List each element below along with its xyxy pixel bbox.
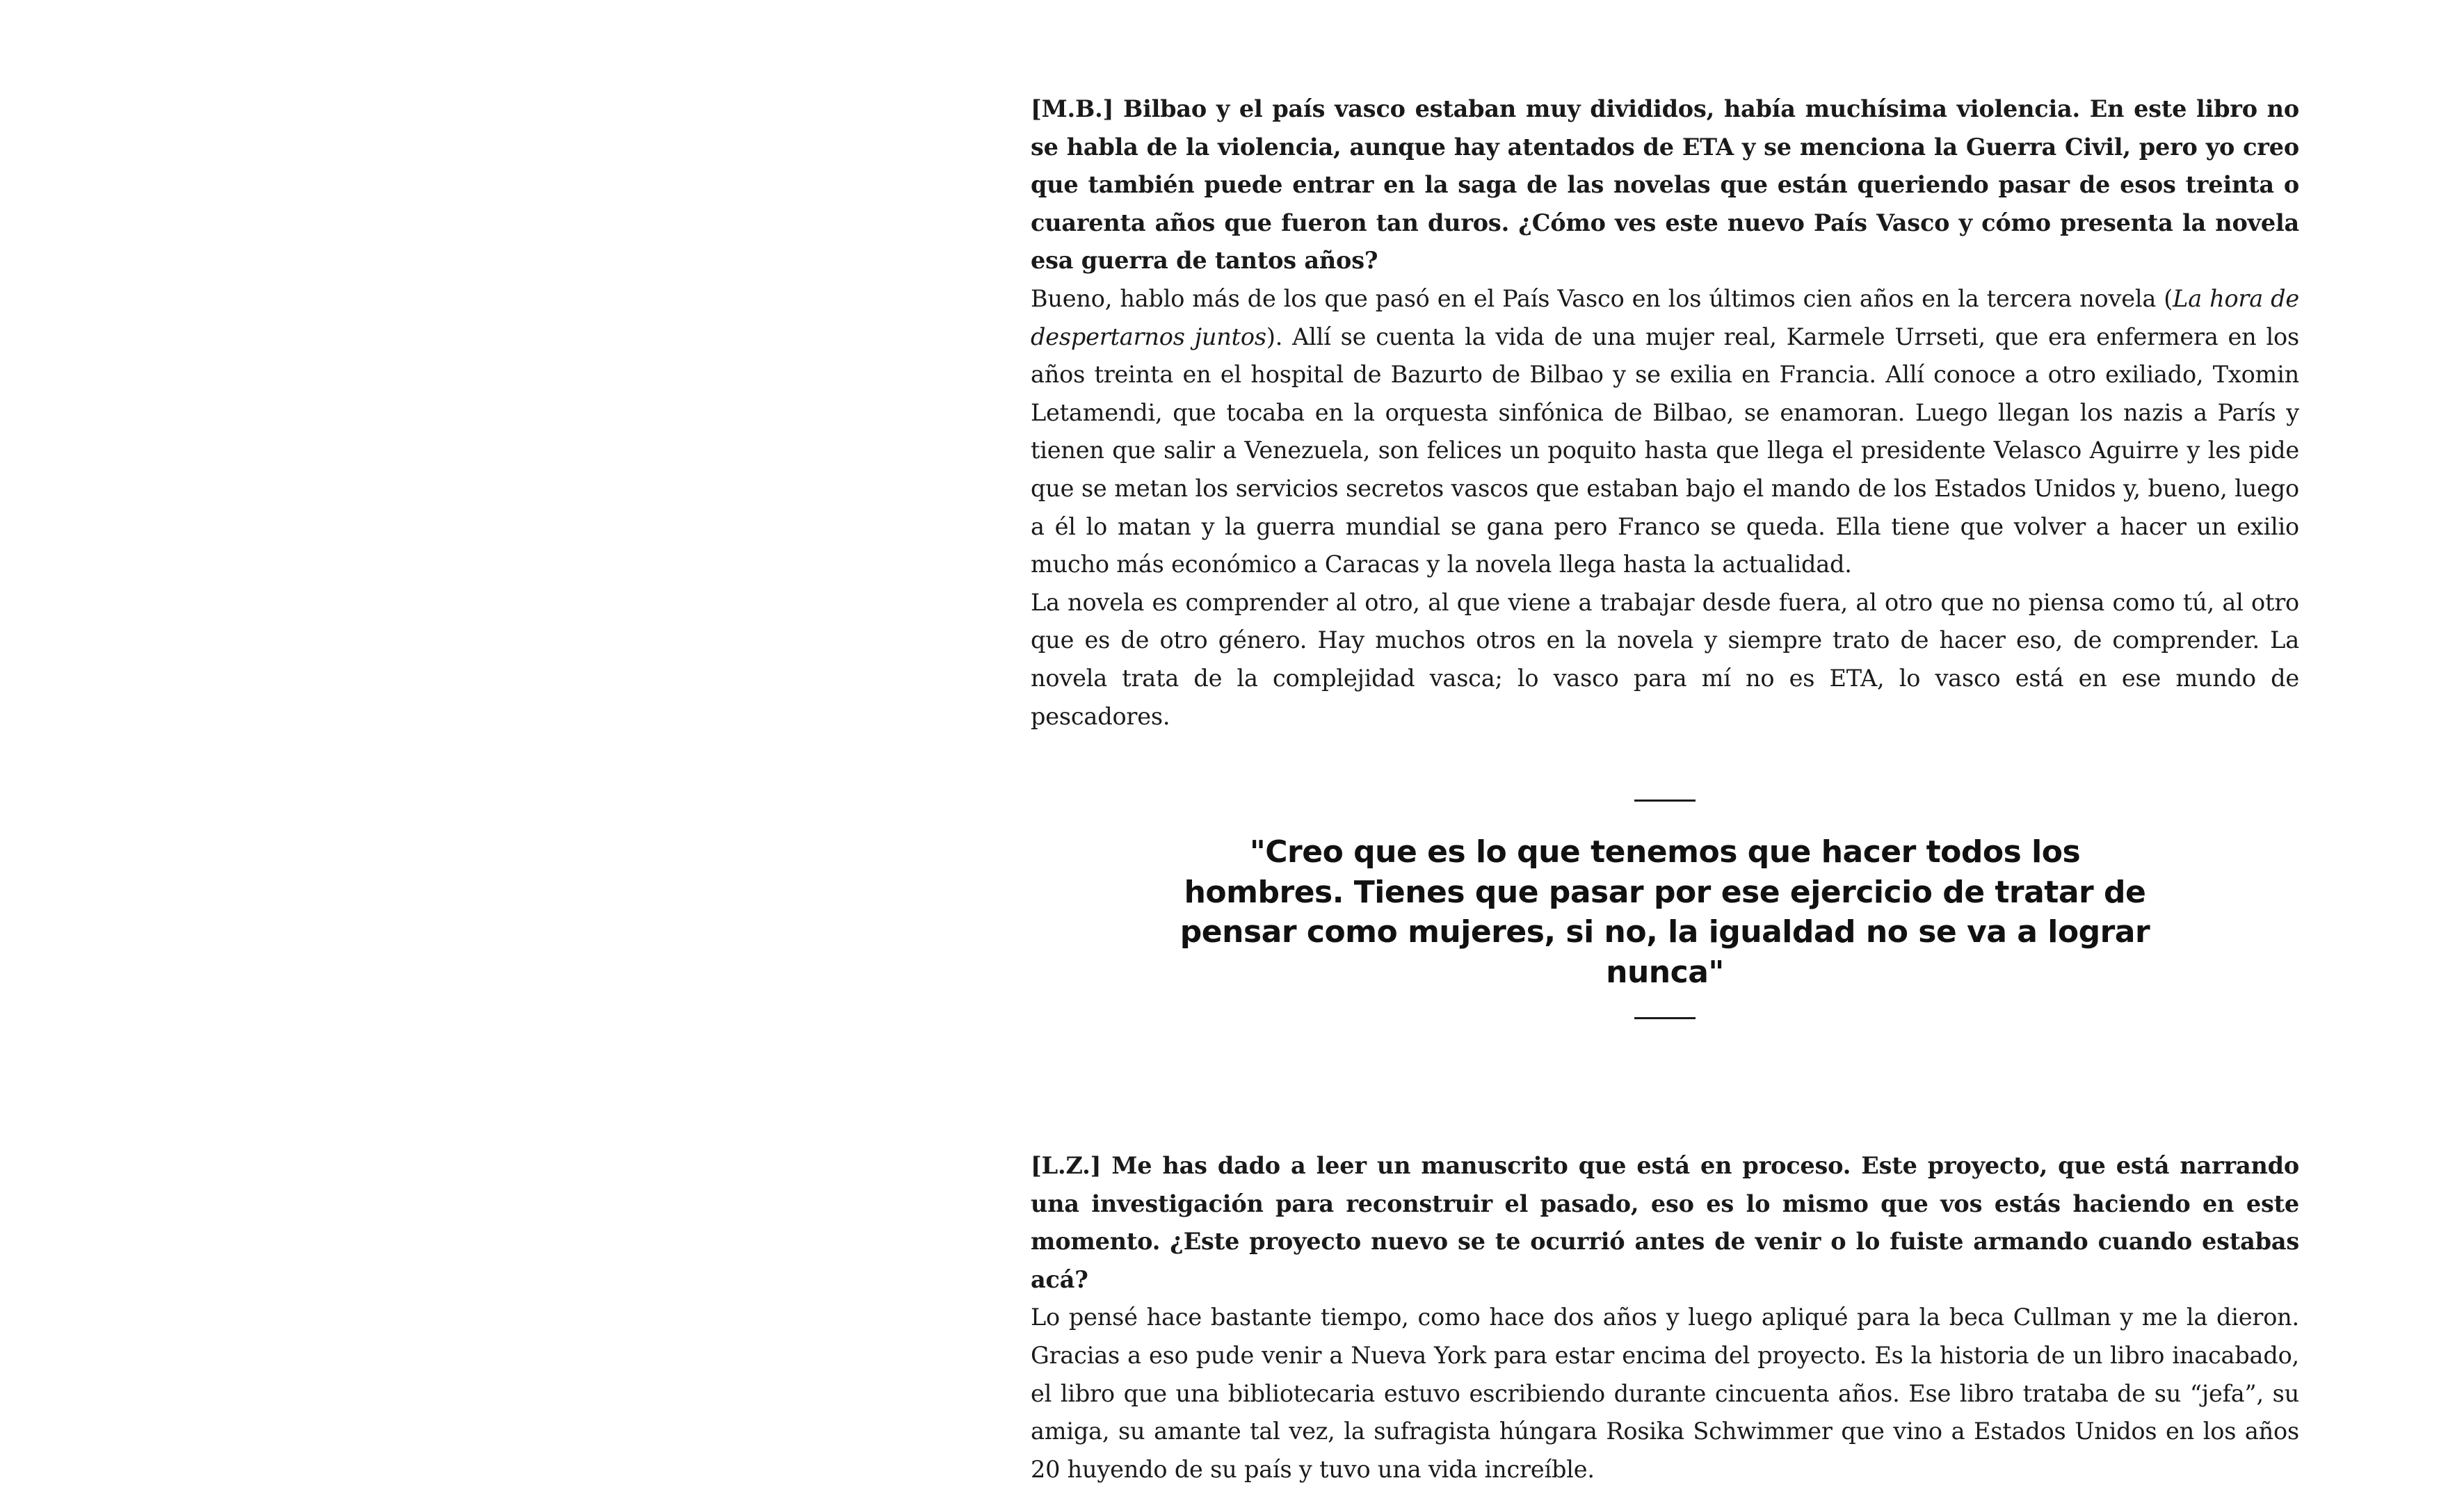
interview-block-1 bbox=[1031, 90, 2299, 736]
pull-quote-text: "Creo que es lo que tenemos que hacer todos los hombres. Tienes que pasar por ese ejercicio de tratar de pensar como mujeres, si no, la igualdad no se va a lograr nunca" bbox=[1179, 834, 2150, 990]
answer-paragraph bbox=[1031, 280, 2299, 584]
divider bbox=[1634, 800, 1696, 802]
divider bbox=[1634, 1017, 1696, 1019]
question-lz: [L.Z.] Me has dado a leer un manuscrito que está en proceso. Este proyecto, que está narrando una investigación para reconstruir el pasado, eso es lo mismo que vos estás haciendo en este momento. ¿Este proyecto nuevo se te ocurrió antes de venir o lo fuiste armando cuando estabas acá? bbox=[1031, 1152, 2299, 1293]
answer-paragraph: La novela es comprender al otro, al que viene a trabajar desde fuera, al otro que no piensa como tú, al otro que es de otro género. Hay muchos otros en la novela y siempre trato de hacer eso, de comprender. La novela trata de la complejidad vasca; lo vasco para mí no es ETA, lo vasco está en ese mundo de pescadores. bbox=[1031, 588, 2299, 730]
pull-quote bbox=[1031, 800, 2299, 1019]
interview-block-2 bbox=[1031, 1147, 2299, 1488]
answer-text: ). Allí se cuenta la vida de una mujer real, Karmele Urrseti, que era enfermera en los años treinta en el hospital de Bazurto de Bilbao y se exilia en Francia. Allí conoce a otro exiliado, Txomin Letamendi, que tocaba en la orquesta sinfónica de Bilbao, se enamoran. Luego llegan los nazis a París y tienen que salir a Venezuela, son felices un poquito hasta que llega el presidente Velasco Aguirre y les pide que se metan los servicios secretos vascos que estaban bajo el mando de los Estados Unidos y, bueno, luego a él lo matan y la guerra mundial se gana pero Franco se queda. Ella tiene que volver a hacer un exilio mucho más económico a Caracas y la novela llega hasta la actualidad. bbox=[1031, 323, 2299, 578]
answer-text: Bueno, hablo más de los que pasó en el País Vasco en los últimos cien años en la tercera novela ( bbox=[1031, 284, 2173, 312]
question-mb: [M.B.] Bilbao y el país vasco estaban muy divididos, había muchísima violencia. En este libro no se habla de la violencia, aunque hay atentados de ETA y se menciona la Guerra Civil, pero yo creo que también puede entrar en la saga de las novelas que están queriendo pasar de esos treinta o cuarenta años que fueron tan duros. ¿Cómo ves este nuevo País Vasco y cómo presenta la novela esa guerra de tantos años? bbox=[1031, 95, 2299, 275]
book-title: La hora de despertarnos juntos bbox=[1031, 284, 2299, 350]
answer-paragraph: Lo pensé hace bastante tiempo, como hace dos años y luego apliqué para la beca Cullman y me la dieron. Gracias a eso pude venir a Nueva York para estar encima del proyecto. Es la historia de un libro inacabado, el libro que una bibliotecaria estuvo escribiendo durante cincuenta años. Ese libro trataba de su “jefa”, su amiga, su amante tal vez, la sufragista húngara Rosika Schwimmer que vino a Estados Unidos en los años 20 huyendo de su país y tuvo una vida increíble. bbox=[1031, 1304, 2299, 1483]
